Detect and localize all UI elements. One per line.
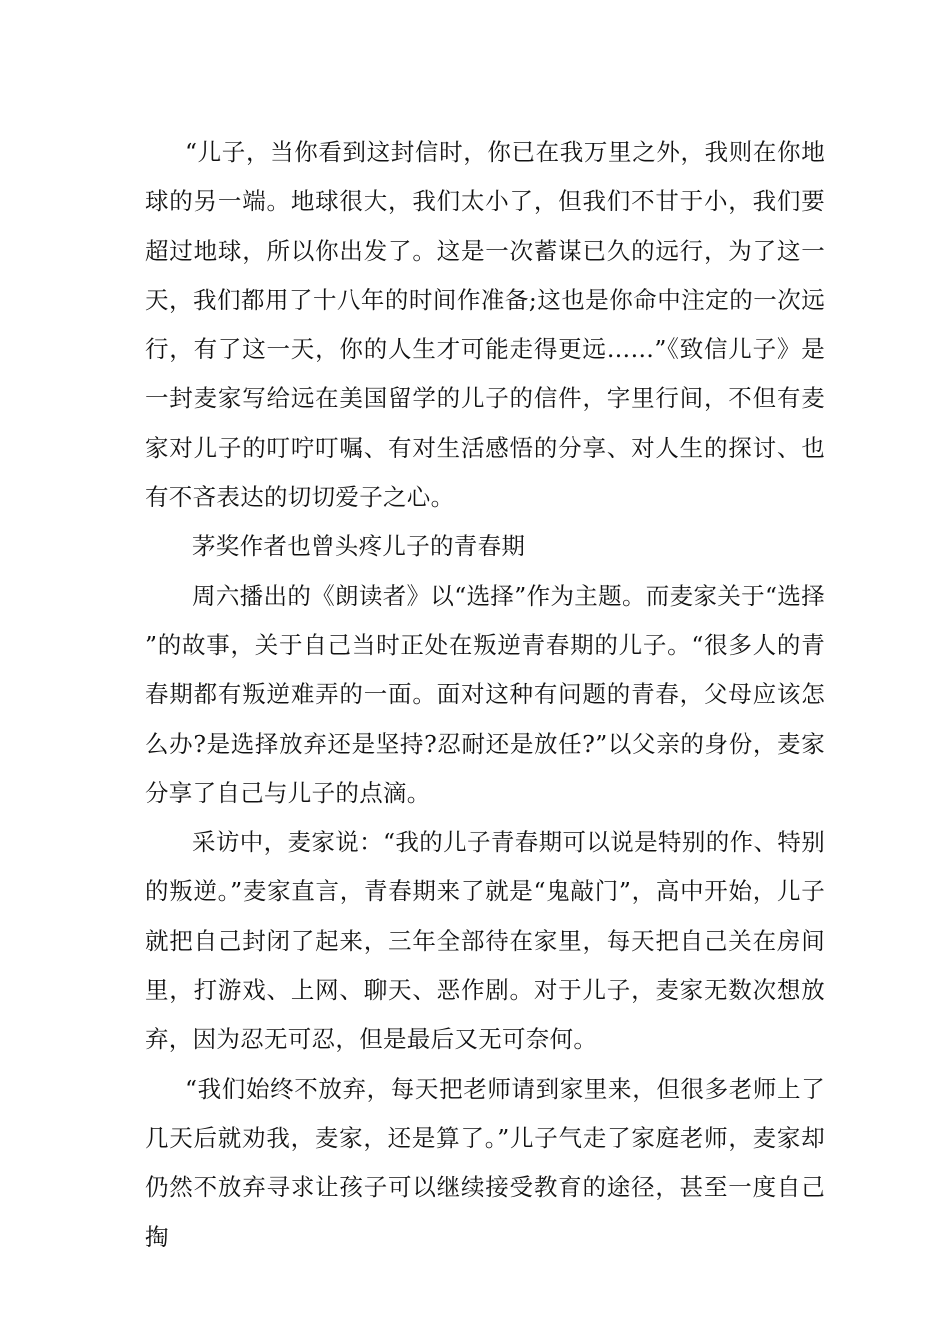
document-body xyxy=(145,128,825,1262)
paragraph-readers-show: 周六播出的《朗读者》以“选择”作为主题。而麦家关于“选择”的故事，关于自己当时正处在叛逆青春期的儿子。“很多人的青春期都有叛逆难弄的一面。面对这种有问题的青春，父母应该怎么办?是选择放弃还是坚持?忍耐还是放任?”以父亲的身份，麦家分享了自己与儿子的点滴。 xyxy=(145,581,825,807)
section-heading: 茅奖作者也曾头疼儿子的青春期 xyxy=(192,532,526,561)
paragraph-interview: 采访中，麦家说：“我的儿子青春期可以说是特别的作、特别的叛逆。”麦家直言，青春期来了就是“鬼敲门”，高中开始，儿子就把自己封闭了起来，三年全部待在家里，每天把自己关在房间里，打游戏、上网、聊天、恶作剧。对于儿子，麦家无数次想放弃，因为忍无可忍，但是最后又无可奈何。 xyxy=(145,828,825,1054)
paragraph-never-give-up: “我们始终不放弃，每天把老师请到家里来，但很多老师上了几天后就劝我，麦家，还是算了。”儿子气走了家庭老师，麦家却仍然不放弃寻求让孩子可以继续接受教育的途径，甚至一度自己掏 xyxy=(145,1074,825,1251)
paragraph-letter-quote: “儿子，当你看到这封信时，你已在我万里之外，我则在你地球的另一端。地球很大，我们太小了，但我们不甘于小，我们要超过地球，所以你出发了。这是一次蓄谋已久的远行，为了这一天，我们都用了十八年的时间作准备;这也是你命中注定的一次远行，有了这一天，你的人生才可能走得更远……”《致信儿子》是一封麦家写给远在美国留学的儿子的信件，字里行间，不但有麦家对儿子的叮咛叮嘱、有对生活感悟的分享、对人生的探讨、也有不吝表达的切切爱子之心。 xyxy=(145,138,825,512)
